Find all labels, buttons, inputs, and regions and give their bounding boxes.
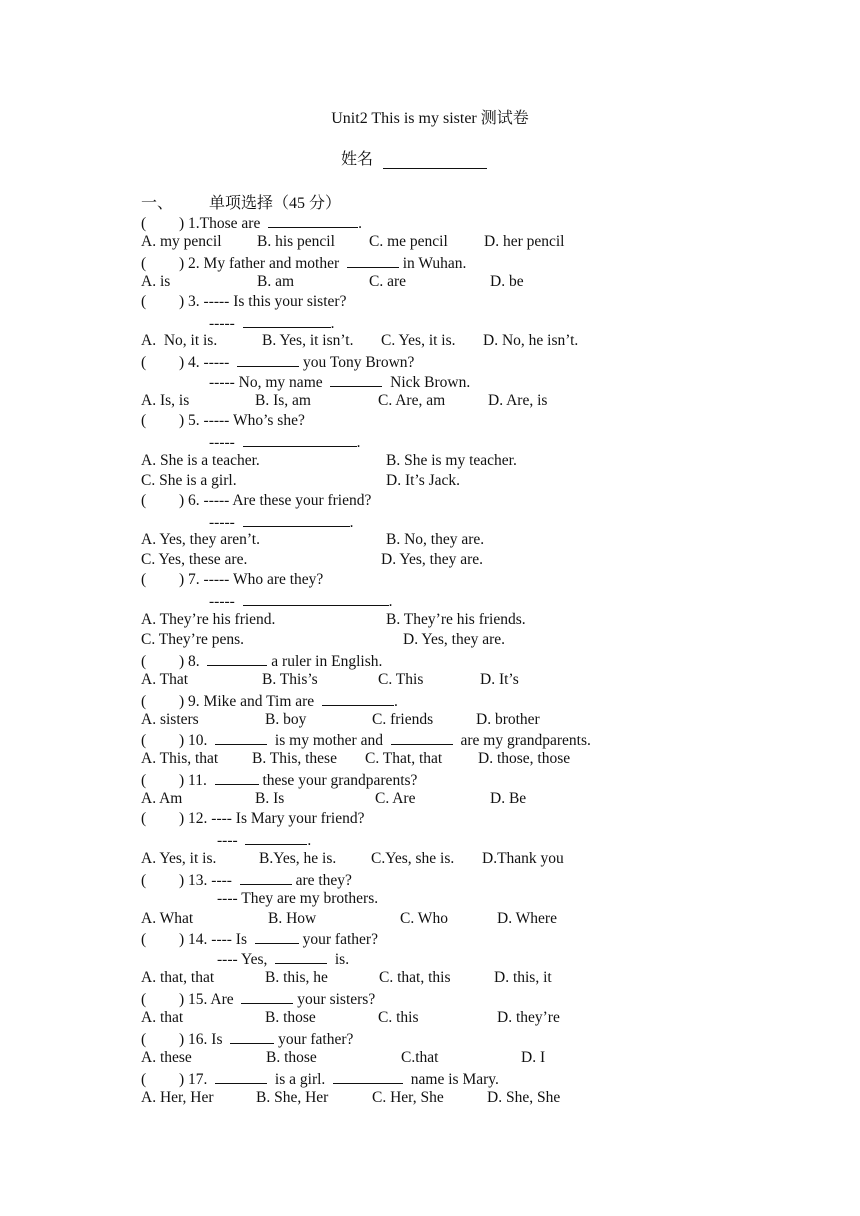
option-a[interactable]: A. Yes, they aren’t. bbox=[141, 531, 260, 548]
question-text: ) 12. ---- Is Mary your friend? bbox=[179, 810, 365, 827]
option-d[interactable]: D. brother bbox=[476, 711, 540, 728]
answer-blank[interactable] bbox=[241, 989, 293, 1004]
option-c[interactable]: C. Are, am bbox=[378, 392, 446, 409]
question-text: ) 1.Those are bbox=[179, 215, 261, 232]
question-text: ) 3. ----- Is this your sister? bbox=[179, 293, 347, 310]
option-a[interactable]: A. that bbox=[141, 1009, 184, 1026]
answer-paren[interactable]: ( bbox=[141, 354, 147, 371]
answer-text: ----- bbox=[209, 434, 235, 451]
answer-blank[interactable] bbox=[207, 651, 267, 666]
answer-text: Nick Brown. bbox=[382, 374, 471, 391]
answer-paren[interactable]: ( bbox=[141, 412, 147, 429]
option-a[interactable]: A. This, that bbox=[141, 750, 219, 767]
question-text: you Tony Brown? bbox=[299, 354, 415, 371]
answer-text: ---- Yes, bbox=[217, 951, 268, 968]
answer-text: ---- bbox=[217, 832, 238, 849]
option-b[interactable]: B. those bbox=[265, 1009, 316, 1026]
option-b[interactable]: B. They’re his friends. bbox=[386, 611, 526, 628]
option-b[interactable]: B. Is bbox=[255, 790, 285, 807]
option-c[interactable]: C. that, this bbox=[379, 969, 451, 986]
answer-paren[interactable]: ( bbox=[141, 872, 147, 889]
option-c[interactable]: C. Who bbox=[400, 910, 448, 927]
answer-paren[interactable]: ( bbox=[141, 255, 147, 272]
question-text: name is Mary. bbox=[403, 1071, 499, 1088]
name-field bbox=[341, 146, 487, 169]
question-line bbox=[141, 691, 398, 709]
answer-blank[interactable] bbox=[330, 372, 382, 387]
answer-blank[interactable] bbox=[215, 770, 259, 785]
option-b[interactable]: B. Is, am bbox=[255, 392, 311, 409]
answer-line bbox=[217, 949, 349, 967]
option-d[interactable]: D. they’re bbox=[497, 1009, 560, 1026]
answer-text: ---- They are my brothers. bbox=[217, 890, 379, 907]
question-line bbox=[141, 293, 346, 311]
question-text: ) 15. Are bbox=[179, 991, 234, 1008]
question-text: . bbox=[358, 215, 362, 232]
answer-blank[interactable] bbox=[347, 253, 399, 268]
question-text: ) 11. bbox=[179, 772, 207, 789]
option-a[interactable]: C. Yes, these are. bbox=[141, 551, 248, 568]
question-line bbox=[141, 492, 371, 510]
answer-blank[interactable] bbox=[215, 730, 267, 745]
option-a[interactable]: C. They’re pens. bbox=[141, 631, 245, 648]
answer-paren[interactable]: ( bbox=[141, 732, 147, 749]
option-b[interactable]: B. his pencil bbox=[257, 233, 335, 250]
option-a[interactable]: A. They’re his friend. bbox=[141, 611, 276, 628]
name-blank[interactable] bbox=[383, 152, 487, 169]
answer-text: . bbox=[356, 434, 361, 451]
answer-paren[interactable]: ( bbox=[141, 1031, 147, 1048]
option-b[interactable]: D. It’s Jack. bbox=[386, 472, 461, 489]
answer-line bbox=[209, 313, 334, 331]
option-a[interactable]: A. sisters bbox=[141, 711, 199, 728]
answer-text: . bbox=[349, 514, 354, 531]
question-text: ) 7. ----- Who are they? bbox=[179, 571, 324, 588]
option-b[interactable]: B. am bbox=[257, 273, 295, 290]
question-text: in Wuhan. bbox=[398, 255, 467, 272]
question-line bbox=[141, 1069, 499, 1087]
answer-line bbox=[209, 432, 360, 450]
answer-blank[interactable] bbox=[243, 512, 350, 527]
option-b[interactable]: B. This, these bbox=[252, 750, 337, 767]
option-b[interactable]: B. She, Her bbox=[256, 1089, 329, 1106]
option-b[interactable]: D. Yes, they are. bbox=[381, 551, 484, 568]
question-text: are my grandparents. bbox=[452, 732, 591, 749]
question-text: ) 16. Is bbox=[179, 1031, 223, 1048]
answer-blank[interactable] bbox=[268, 213, 358, 228]
option-a[interactable]: A. Am bbox=[141, 790, 183, 807]
option-c[interactable]: C.that bbox=[401, 1049, 439, 1066]
answer-text: ----- No, my name bbox=[209, 374, 323, 391]
question-line bbox=[141, 1029, 353, 1047]
answer-blank[interactable] bbox=[215, 1069, 267, 1084]
option-a[interactable]: A. that, that bbox=[141, 969, 215, 986]
answer-paren[interactable]: ( bbox=[141, 991, 147, 1008]
question-text: is my mother and bbox=[267, 732, 391, 749]
answer-line bbox=[217, 890, 378, 908]
answer-blank[interactable] bbox=[243, 591, 389, 606]
question-text: ) 8. bbox=[179, 653, 200, 670]
option-a[interactable]: C. She is a girl. bbox=[141, 472, 237, 489]
question-text: a ruler in English. bbox=[267, 653, 383, 670]
option-d[interactable]: D. No, he isn’t. bbox=[483, 332, 579, 349]
question-line bbox=[141, 929, 378, 947]
answer-blank[interactable] bbox=[230, 1029, 274, 1044]
question-line bbox=[141, 352, 414, 370]
question-line bbox=[141, 870, 352, 888]
question-text: ) 6. ----- Are these your friend? bbox=[179, 492, 372, 509]
question-line bbox=[141, 730, 591, 748]
option-b[interactable]: B. How bbox=[268, 910, 317, 927]
answer-paren[interactable]: ( bbox=[141, 772, 147, 789]
question-text: your father? bbox=[274, 1031, 354, 1048]
option-c[interactable]: C. this bbox=[378, 1009, 419, 1026]
option-c[interactable]: C. This bbox=[378, 671, 424, 688]
option-c[interactable]: C. are bbox=[369, 273, 407, 290]
answer-paren[interactable]: ( bbox=[141, 1071, 147, 1088]
option-d[interactable]: D. Are, is bbox=[488, 392, 548, 409]
answer-blank[interactable] bbox=[255, 929, 299, 944]
option-a[interactable]: A. my pencil bbox=[141, 233, 222, 250]
question-line bbox=[141, 810, 365, 828]
option-b[interactable]: B.Yes, he is. bbox=[259, 850, 337, 867]
question-text: . bbox=[393, 693, 398, 710]
option-b[interactable]: B. No, they are. bbox=[386, 531, 485, 548]
name-label: 姓名 bbox=[341, 151, 374, 168]
answer-text: ----- bbox=[209, 593, 235, 610]
option-c[interactable]: C.Yes, she is. bbox=[371, 850, 455, 867]
option-c[interactable]: C. Are bbox=[375, 790, 416, 807]
option-c[interactable]: C. Her, She bbox=[372, 1089, 444, 1106]
question-text: ) 2. My father and mother bbox=[179, 255, 340, 272]
option-d[interactable]: D.Thank you bbox=[482, 850, 564, 867]
answer-line bbox=[209, 372, 470, 390]
question-line bbox=[141, 571, 323, 589]
question-text: your sisters? bbox=[293, 991, 376, 1008]
option-c[interactable]: C. Yes, it is. bbox=[381, 332, 456, 349]
question-line bbox=[141, 213, 362, 231]
option-b[interactable]: B. This’s bbox=[262, 671, 318, 688]
answer-line bbox=[209, 591, 392, 609]
answer-paren[interactable]: ( bbox=[141, 653, 147, 670]
option-d[interactable]: D. I bbox=[521, 1049, 546, 1066]
option-b[interactable]: B. Yes, it isn’t. bbox=[262, 332, 354, 349]
option-b[interactable]: B. She is my teacher. bbox=[386, 452, 517, 469]
answer-blank[interactable] bbox=[240, 870, 292, 885]
option-b[interactable]: B. those bbox=[266, 1049, 317, 1066]
answer-blank[interactable] bbox=[275, 949, 327, 964]
option-d[interactable]: D. Where bbox=[497, 910, 557, 927]
option-a[interactable]: A. That bbox=[141, 671, 189, 688]
answer-paren[interactable]: ( bbox=[141, 810, 147, 827]
question-text: are they? bbox=[291, 872, 352, 889]
answer-text: is. bbox=[327, 951, 350, 968]
option-d[interactable]: D. her pencil bbox=[484, 233, 565, 250]
answer-text: . bbox=[307, 832, 312, 849]
question-text: these your grandparents? bbox=[258, 772, 418, 789]
answer-blank[interactable] bbox=[243, 432, 357, 447]
option-a[interactable]: A. Her, Her bbox=[141, 1089, 214, 1106]
answer-blank[interactable] bbox=[245, 830, 307, 845]
answer-line bbox=[217, 830, 311, 848]
option-d[interactable]: D. Be bbox=[490, 790, 527, 807]
option-c[interactable]: C. That, that bbox=[365, 750, 443, 767]
answer-text: ----- bbox=[209, 315, 235, 332]
option-a[interactable]: A. What bbox=[141, 910, 194, 927]
option-d[interactable]: D. those, those bbox=[478, 750, 571, 767]
section-number: 一、 bbox=[141, 195, 174, 212]
question-line bbox=[141, 412, 305, 430]
option-c[interactable]: C. me pencil bbox=[369, 233, 448, 250]
answer-blank[interactable] bbox=[322, 691, 394, 706]
answer-text: ----- bbox=[209, 514, 235, 531]
option-a[interactable]: A. Is, is bbox=[141, 392, 190, 409]
question-line bbox=[141, 651, 382, 669]
answer-blank[interactable] bbox=[391, 730, 453, 745]
option-a[interactable]: A. No, it is. bbox=[141, 332, 218, 349]
option-b[interactable]: B. boy bbox=[265, 711, 307, 728]
answer-blank[interactable] bbox=[243, 313, 331, 328]
option-d[interactable]: D. She, She bbox=[487, 1089, 561, 1106]
option-c[interactable]: C. friends bbox=[372, 711, 434, 728]
answer-paren[interactable]: ( bbox=[141, 571, 147, 588]
page-title: Unit2 This is my sister 测试卷 bbox=[331, 110, 529, 127]
answer-paren[interactable]: ( bbox=[141, 215, 147, 232]
section-title: 单项选择（45 分） bbox=[209, 195, 342, 212]
option-a[interactable]: A. is bbox=[141, 273, 171, 290]
answer-blank[interactable] bbox=[333, 1069, 403, 1084]
question-text: ) 9. Mike and Tim are bbox=[179, 693, 315, 710]
question-text: your father? bbox=[298, 931, 378, 948]
question-text: ) 17. bbox=[179, 1071, 208, 1088]
question-text: ) 10. bbox=[179, 732, 208, 749]
section-heading bbox=[141, 190, 341, 213]
option-a[interactable]: A. Yes, it is. bbox=[141, 850, 217, 867]
answer-blank[interactable] bbox=[237, 352, 299, 367]
answer-paren[interactable]: ( bbox=[141, 693, 147, 710]
question-text: ) 13. ---- bbox=[179, 872, 232, 889]
option-d[interactable]: D. this, it bbox=[494, 969, 552, 986]
question-line bbox=[141, 989, 375, 1007]
question-text: ) 14. ---- Is bbox=[179, 931, 248, 948]
question-text: ) 4. ----- bbox=[179, 354, 230, 371]
option-b[interactable]: B. this, he bbox=[265, 969, 328, 986]
option-d[interactable]: D. be bbox=[490, 273, 524, 290]
answer-paren[interactable]: ( bbox=[141, 931, 147, 948]
question-text: ) 5. ----- Who’s she? bbox=[179, 412, 305, 429]
option-a[interactable]: A. these bbox=[141, 1049, 192, 1066]
option-b[interactable]: D. Yes, they are. bbox=[403, 631, 506, 648]
question-line bbox=[141, 253, 466, 271]
answer-text: . bbox=[330, 315, 335, 332]
question-line bbox=[141, 770, 417, 788]
question-text: is a girl. bbox=[267, 1071, 334, 1088]
answer-paren[interactable]: ( bbox=[141, 293, 147, 310]
option-a[interactable]: A. She is a teacher. bbox=[141, 452, 260, 469]
answer-text: . bbox=[388, 593, 393, 610]
answer-line bbox=[209, 512, 353, 530]
option-d[interactable]: D. It’s bbox=[480, 671, 519, 688]
answer-paren[interactable]: ( bbox=[141, 492, 147, 509]
